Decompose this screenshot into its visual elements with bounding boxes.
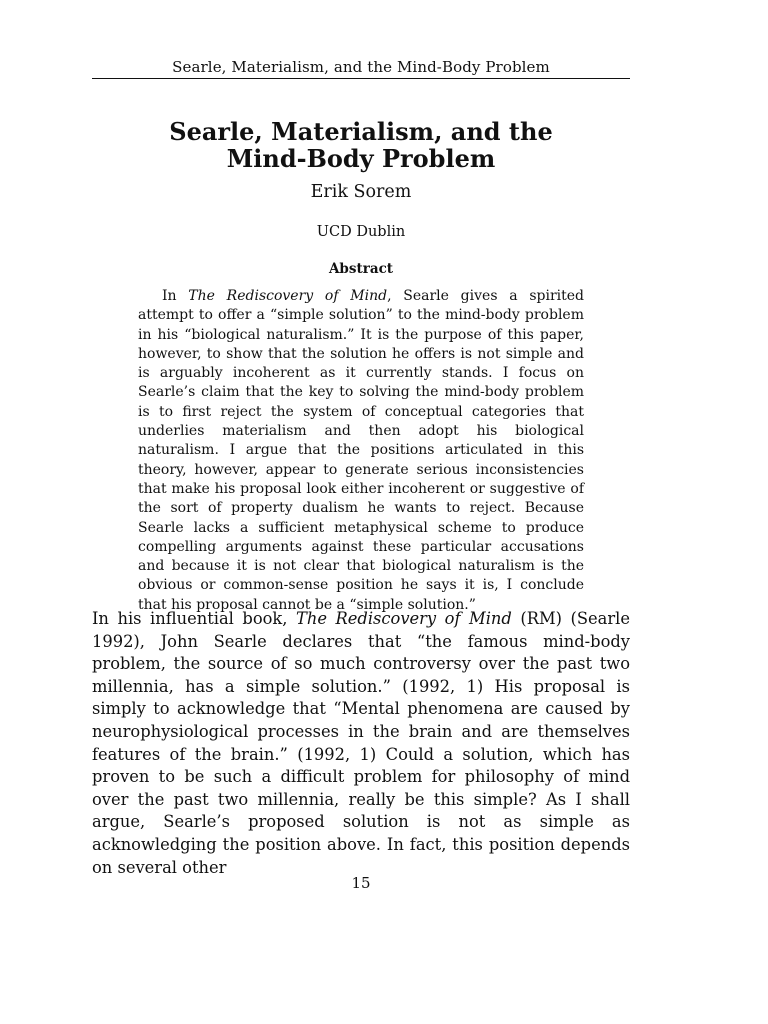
abstract-paragraph	[138, 287, 584, 615]
abstract-heading: Abstract	[328, 261, 394, 277]
body-paragraph	[92, 608, 630, 879]
running-head: Searle, Materialism, and the Mind-Body Problem	[172, 58, 550, 76]
header-rule	[92, 78, 630, 79]
abstract-text: , Searle gives a spirited attempt to offer a “simple solution” to the mind-body problem in his “biological naturalism.” It is the purpose of this paper, however, to show that the solution he offers is not simple and is arguably incoherent as it currently stands. I focus on Searle’s claim that the key to solving the mind-body problem is to first reject the system of conceptual categories that underlies materialism and then adopt his biological naturalism. I argue that the positions articulated in this theory, however, appear to generate serious inconsistencies that make his proposal look either incoherent or suggestive of the sort of property dualism he wants to reject. Because Searle lacks a sufficient metaphysical scheme to produce compelling arguments against these particular accusations and because it is not clear that biological naturalism is the obvious or common-sense position he says it is, I conclude that his proposal cannot be a “simple solution.”	[138, 288, 584, 613]
title-line-1: Searle, Materialism, and the	[169, 117, 553, 146]
paper-title	[92, 118, 630, 172]
body-text: (RM) (Searle 1992), John Searle declares that “the famous mind-body problem, the source of so much controversy over the past two millennia, has a simple solution.” (1992, 1) His proposal is simply to acknowledge that “Mental phenomena are caused by neurophysiological processes in the brain and are themselves features of the brain.” (1992, 1) Could a solution, which has proven to be such a difficult problem for philosophy of mind over the past two millennia, really be this simple? As I shall argue, Searle’s proposed solution is not as simple as acknowledging the position above. In fact, this position depends on several other	[92, 609, 630, 877]
body-intro: In his influential book,	[92, 609, 296, 628]
abstract-book-title: The Rediscovery of Mind	[188, 288, 388, 304]
body-book-title: The Rediscovery of Mind	[296, 609, 512, 628]
author-name: Erik Sorem	[310, 182, 412, 202]
affiliation: UCD Dublin	[316, 224, 406, 240]
page-number: 15	[351, 874, 371, 892]
title-line-2: Mind-Body Problem	[226, 144, 496, 173]
abstract-intro: In	[162, 288, 189, 304]
